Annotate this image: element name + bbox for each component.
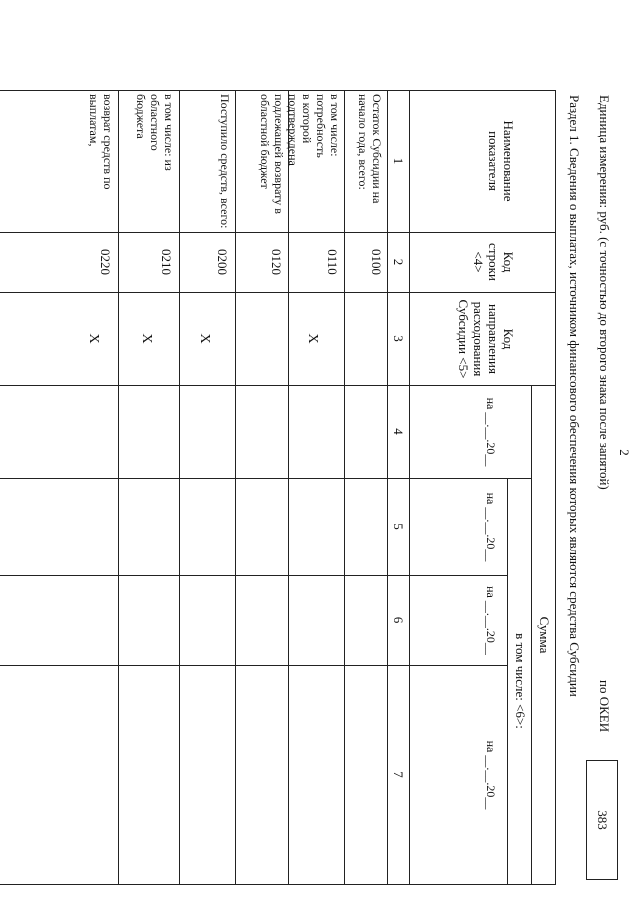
page-number: 2 [617,449,632,456]
row-code-0120: 0120 [269,249,284,275]
header-direction: Код направления расходования Субсидии <5> [456,299,516,379]
okei-label: по ОКЕИ [597,680,612,733]
row-code-0210: 0210 [159,249,174,275]
row-code-0100: 0100 [369,249,384,275]
column-number-6: 6 [391,616,406,624]
section-title-text: Раздел 1. Сведения о выплатах, источником финансового обеспечения которых являются средства Субсидии [567,95,582,697]
header-period-col5: на __.__.20__ [484,492,498,562]
row-code-0200: 0200 [215,249,230,275]
payments-table [0,90,556,885]
row-direction-0200: X [197,333,212,344]
column-number-7: 7 [391,771,406,778]
header-sum: Сумма [537,616,552,654]
header-including: в том числе: <6>: [513,633,528,729]
column-number-3: 3 [391,335,406,342]
row-direction-0210: X [139,333,154,344]
row-label-0110: в том числе: потребность в которой подтверждена [286,94,342,166]
row-label-0200: Поступило средств, всего: [218,94,232,229]
row-direction-0220: X [86,333,101,344]
header-code: Код строки <4> [471,243,516,281]
column-number-5: 5 [391,523,406,530]
row-label-0210: в том числе: из областного бюджета [134,94,176,171]
column-number-2: 2 [391,258,406,266]
okei-code-box: 383 [586,760,618,880]
header-period-col6: на __.__.20__ [484,586,498,655]
row-code-0220: 0220 [98,249,113,275]
row-code-0110: 0110 [325,249,340,275]
header-period-col4: на __.__.20__ [484,397,498,467]
row-label-0120: подлежащей возврату в областной бюджет [258,94,286,214]
column-number-1: 1 [391,157,406,165]
header-period-col7: на __.__.20__ [484,740,498,810]
column-number-4: 4 [391,428,406,435]
units-label: Единица измерения: руб. (с точностью до второго знака после запятой) [597,95,612,490]
row-label-0220: возврат средств по выплатам, [87,94,115,190]
row-label-0100: Остаток Субсидии на начало года, всего: [356,94,384,204]
header-name: Наименование показателя [486,120,516,202]
row-direction-0110: X [305,333,320,344]
